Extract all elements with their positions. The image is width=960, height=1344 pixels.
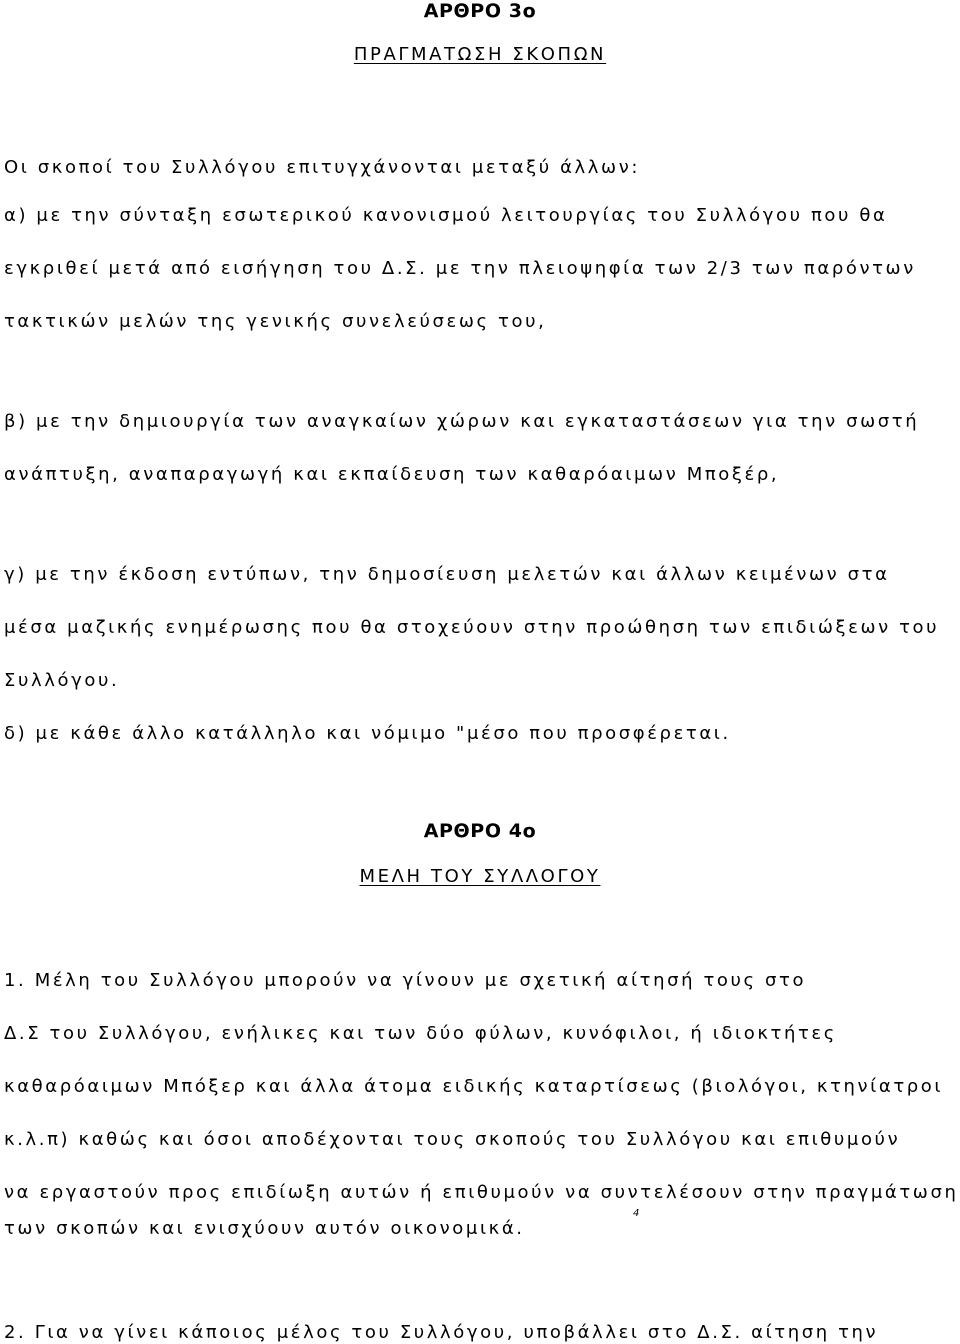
paragraph-line: Οι σκοποί του Συλλόγου επιτυγχάνονται μεταξύ άλλων: bbox=[4, 157, 641, 178]
paragraph-line: δ) με κάθε άλλο κατάλληλο και νόμιμο "μέσο που προσφέρεται. bbox=[4, 723, 731, 744]
paragraph-line: κ.λ.π) καθώς και όσοι αποδέχονται τους σκοπούς του Συλλόγου και επιθυμούν bbox=[4, 1129, 901, 1150]
paragraph-line: των σκοπών και ενισχύουν αυτόν οικονομικά. bbox=[4, 1218, 525, 1239]
paragraph-line: καθαρόαιμων Μπόξερ και άλλα άτομα ειδικής καταρτίσεως (βιολόγοι, κτηνίατροι bbox=[4, 1076, 944, 1097]
page-number: 4 bbox=[633, 1208, 640, 1219]
paragraph-line: ανάπτυξη, αναπαραγωγή και εκπαίδευση των καθαρόαιμων Μποξέρ, bbox=[4, 464, 780, 485]
paragraph-line: μέσα μαζικής ενημέρωσης που θα στοχεύουν στην προώθηση των επιδιώξεων του bbox=[4, 617, 940, 638]
paragraph-line: β) με την δημιουργία των αναγκαίων χώρων και εγκαταστάσεων για την σωστή bbox=[4, 411, 920, 432]
article-4-subtitle: ΜΕΛΗ ΤΟΥ ΣΥΛΛΟΓΟΥ bbox=[359, 866, 601, 887]
paragraph-line: Συλλόγου. bbox=[4, 670, 120, 691]
paragraph-line: 1. Μέλη του Συλλόγου μπορούν να γίνουν με σχετική αίτησή τους στο bbox=[4, 970, 807, 991]
article-3-subtitle: ΠΡΑΓΜΑΤΩΣΗ ΣΚΟΠΩΝ bbox=[353, 44, 607, 65]
paragraph-line: εγκριθεί μετά από εισήγηση του Δ.Σ. με την πλειοψηφία των 2/3 των παρόντων bbox=[4, 258, 916, 279]
paragraph-line: τακτικών μελών της γενικής συνελεύσεως του, bbox=[4, 311, 547, 332]
article-4-heading: ΑΡΘΡΟ 4ο bbox=[423, 820, 537, 842]
paragraph-line: να εργαστούν προς επιδίωξη αυτών ή επιθυμούν να συντελέσουν στην πραγμάτωση bbox=[4, 1182, 959, 1203]
paragraph-line: α) με την σύνταξη εσωτερικού κανονισμού λειτουργίας του Συλλόγου που θα bbox=[4, 205, 888, 226]
paragraph-line: γ) με την έκδοση εντύπων, την δημοσίευση μελετών και άλλων κειμένων στα bbox=[4, 564, 890, 585]
paragraph-line: 2. Για να γίνει κάποιος μέλος του Συλλόγου, υποβάλλει στο Δ.Σ. αίτηση την bbox=[4, 1322, 879, 1343]
paragraph-line: Δ.Σ του Συλλόγου, ενήλικες και των δύο φύλων, κυνόφιλοι, ή ιδιοκτήτες bbox=[4, 1023, 837, 1044]
article-3-heading: ΑΡΘΡΟ 3ο bbox=[423, 0, 537, 22]
